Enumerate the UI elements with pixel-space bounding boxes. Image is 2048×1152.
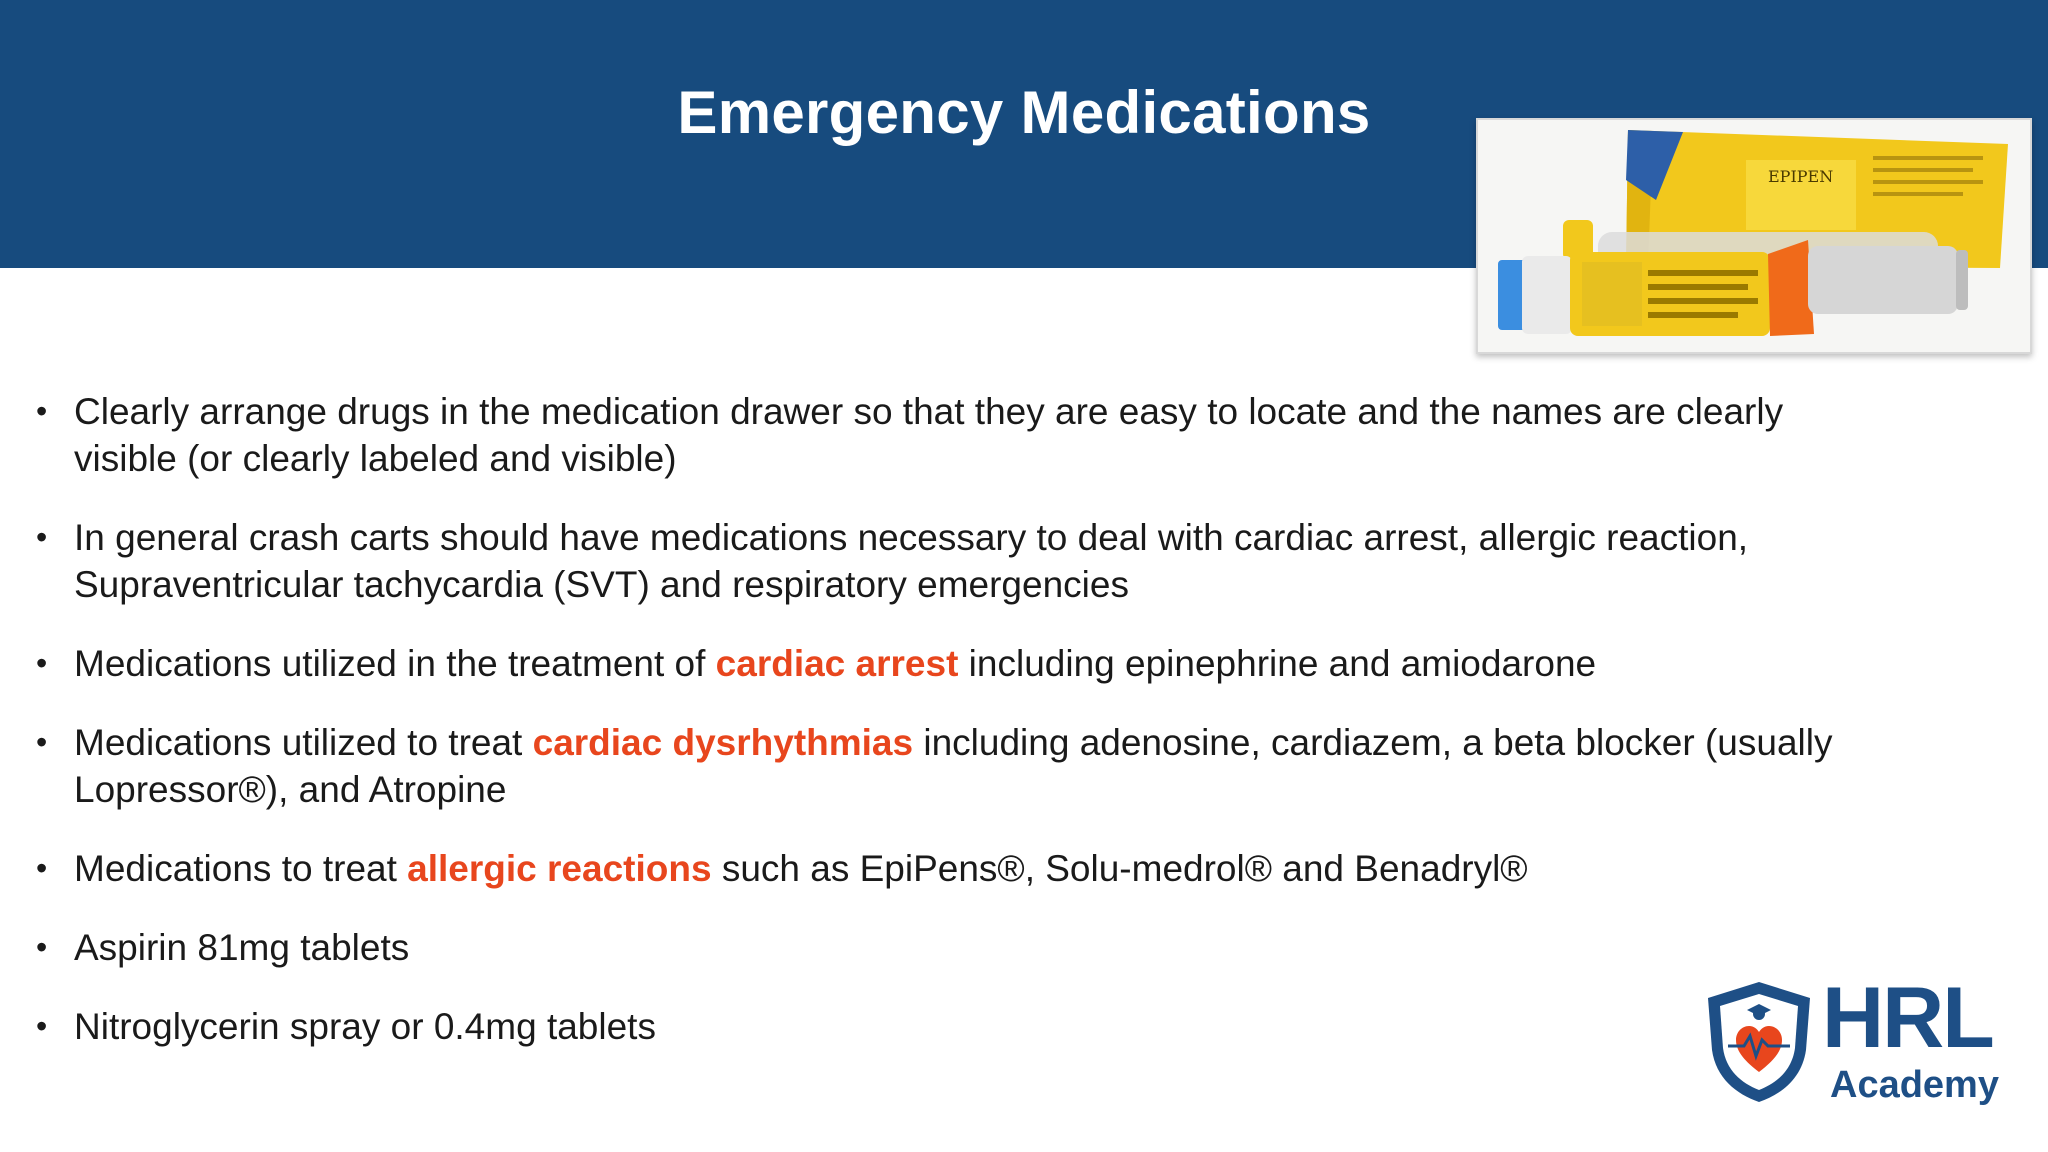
bullet-text: Aspirin 81mg tablets [74,927,410,968]
bullet-item [36,924,1896,971]
bullet-item [36,719,1896,813]
bullet-marker: • [36,724,48,760]
bullet-marker: • [36,519,48,555]
epipen-box-label: EPIPEN [1768,167,1834,186]
bullet-text-after: such as EpiPens®, Solu-medrol® and Benadryl® [711,848,1528,889]
bullet-highlight: cardiac arrest [715,643,959,684]
bullet-list [36,388,1896,1082]
bullet-marker: • [36,1008,48,1044]
epipen-image [1478,120,2030,352]
bullet-item [36,845,1896,892]
bullet-text-after: including adenosine, cardiazem, a beta blocker (usually Lopressor®), and Atropine [74,722,1833,810]
bullet-item [36,1003,1896,1050]
slide-title: Emergency Medications [677,79,1371,146]
bullet-marker: • [36,850,48,886]
bullet-highlight: allergic reactions [407,848,712,889]
shield-icon [1706,980,1812,1104]
bullet-text: Medications utilized to treat [74,722,533,763]
bullet-highlight: cardiac dysrhythmias [532,722,914,763]
bullet-marker: • [36,645,48,681]
bullet-text: Medications utilized in the treatment of [74,643,716,684]
epipen-photo [1476,118,2032,354]
bullet-item [36,514,1896,608]
bullet-text: Medications to treat [74,848,408,889]
bullet-item [36,388,1896,482]
bullet-text: In general crash carts should have medications necessary to deal with cardiac arrest, allergic reaction, Supraventricular tachycardia (SVT) and respiratory emergencies [74,517,1749,605]
bullet-text: Nitroglycerin spray or 0.4mg tablets [74,1006,656,1047]
bullet-marker: • [36,393,48,429]
bullet-marker: • [36,929,48,965]
bullet-text: Clearly arrange drugs in the medication drawer so that they are easy to locate and the names are clearly visible (or clearly labeled and visible) [74,391,1784,479]
logo-hrl-text: HRL [1822,970,1993,1066]
hrl-academy-logo [1706,970,2006,1110]
bullet-text-after: including epinephrine and amiodarone [958,643,1597,684]
bullet-item [36,640,1896,687]
logo-academy-text: Academy [1830,1064,1999,1106]
